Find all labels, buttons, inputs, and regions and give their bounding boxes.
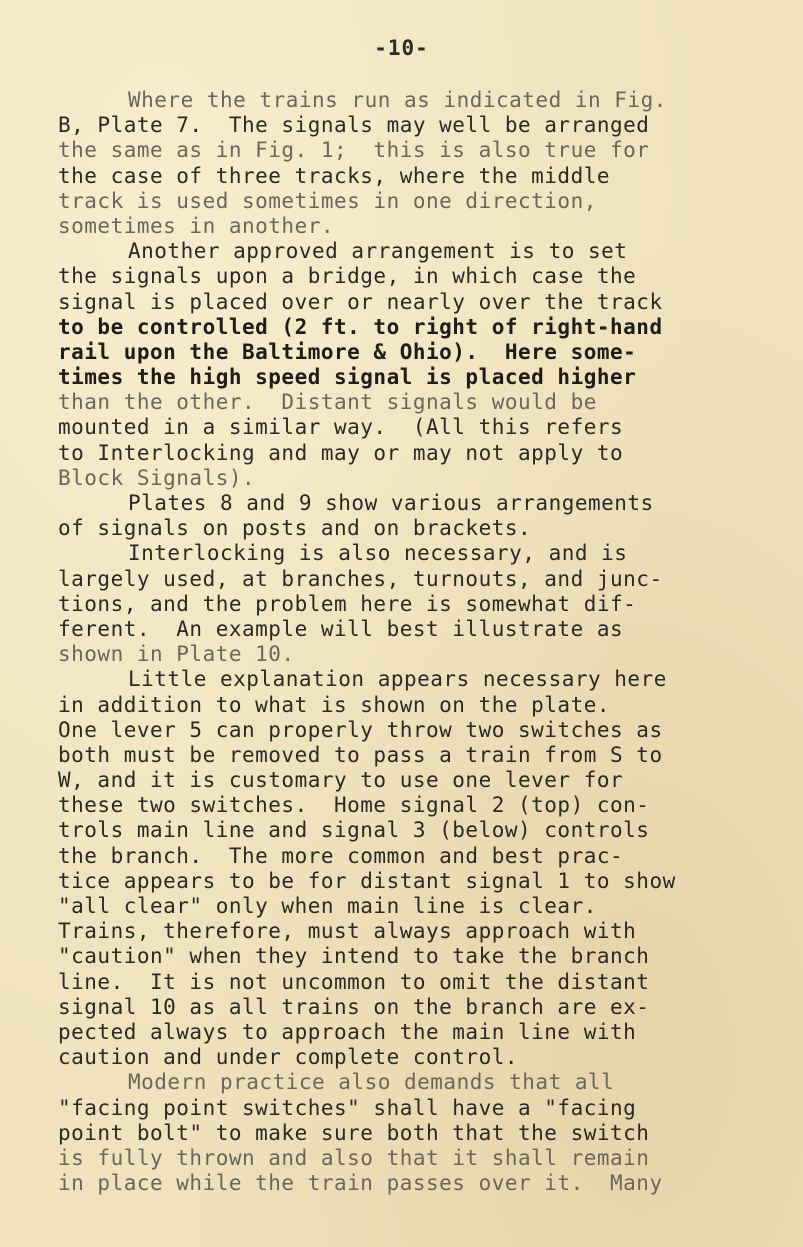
text-line: point bolt" to make sure both that the switch: [58, 1120, 650, 1145]
text-line: "all clear" only when main line is clear.: [58, 894, 597, 918]
text-line: track is used sometimes in one direction,: [58, 188, 597, 213]
text-line: sometimes in another.: [58, 213, 335, 238]
text-line: Plates 8 and 9 show various arrangements: [128, 491, 654, 515]
text-line: Little explanation appears necessary here: [128, 667, 667, 692]
text-line: tions, and the problem here is somewhat dif-: [58, 591, 637, 616]
text-line: the signals upon a bridge, in which case the: [58, 264, 637, 289]
text-line: Block Signals).: [58, 465, 256, 490]
text-line: W, and it is customary to use one lever for: [58, 768, 624, 793]
text-line: shown in Plate 10.: [58, 642, 295, 667]
text-line: trols main line and signal 3 (below) controls: [58, 818, 650, 843]
text-line: in addition to what is shown on the plate.: [58, 692, 611, 717]
text-line: than the other. Distant signals would be: [58, 390, 597, 415]
text-line: caution and under complete control.: [58, 1045, 519, 1070]
text-line: Interlocking is also necessary, and is: [128, 541, 628, 566]
text-line: line. It is not uncommon to omit the distant: [58, 969, 650, 994]
text-line: pected always to approach the main line with: [58, 1019, 637, 1044]
text-line: Modern practice also demands that all: [128, 1070, 615, 1095]
text-line: these two switches. Home signal 2 (top) con-: [58, 793, 650, 818]
text-line: signal 10 as all trains on the branch are ex-: [58, 994, 650, 1019]
text-line: the branch. The more common and best prac-: [58, 843, 624, 868]
text-line: both must be removed to pass a train from S to: [58, 742, 663, 767]
text-line: One lever 5 can properly throw two switches as: [58, 717, 663, 742]
text-line: the case of three tracks, where the middle: [58, 163, 611, 188]
body-text: [58, 88, 798, 1196]
text-line: Trains, therefore, must always approach with: [58, 919, 637, 944]
text-line: largely used, at branches, turnouts, and junc-: [58, 566, 663, 591]
text-line: "caution" when they intend to take the branch: [58, 944, 650, 969]
text-line: times the high speed signal is placed higher: [58, 365, 637, 390]
text-line: ferent. An example will best illustrate as: [58, 616, 624, 641]
text-line: tice appears to be for distant signal 1 to show: [58, 868, 676, 893]
text-line: to be controlled (2 ft. to right of right-hand: [58, 314, 663, 339]
text-line: in place while the train passes over it. Many: [58, 1171, 663, 1196]
text-line: Where the trains run as indicated in Fig.: [128, 88, 667, 112]
text-line: mounted in a similar way. (All this refers: [58, 415, 624, 440]
text-line: rail upon the Baltimore & Ohio). Here some-: [58, 339, 637, 364]
text-line: to Interlocking and may or may not apply to: [58, 440, 624, 465]
text-line: "facing point switches" shall have a "facing: [58, 1095, 637, 1120]
text-line: B, Plate 7. The signals may well be arranged: [58, 113, 650, 138]
text-line: is fully thrown and also that it shall remain: [58, 1145, 650, 1170]
text-line: of signals on posts and on brackets.: [58, 516, 532, 541]
page-number: -10-: [374, 36, 429, 60]
text-line: Another approved arrangement is to set: [128, 239, 628, 264]
text-line: the same as in Fig. 1; this is also true for: [58, 138, 650, 163]
text-line: signal is placed over or nearly over the track: [58, 289, 663, 314]
